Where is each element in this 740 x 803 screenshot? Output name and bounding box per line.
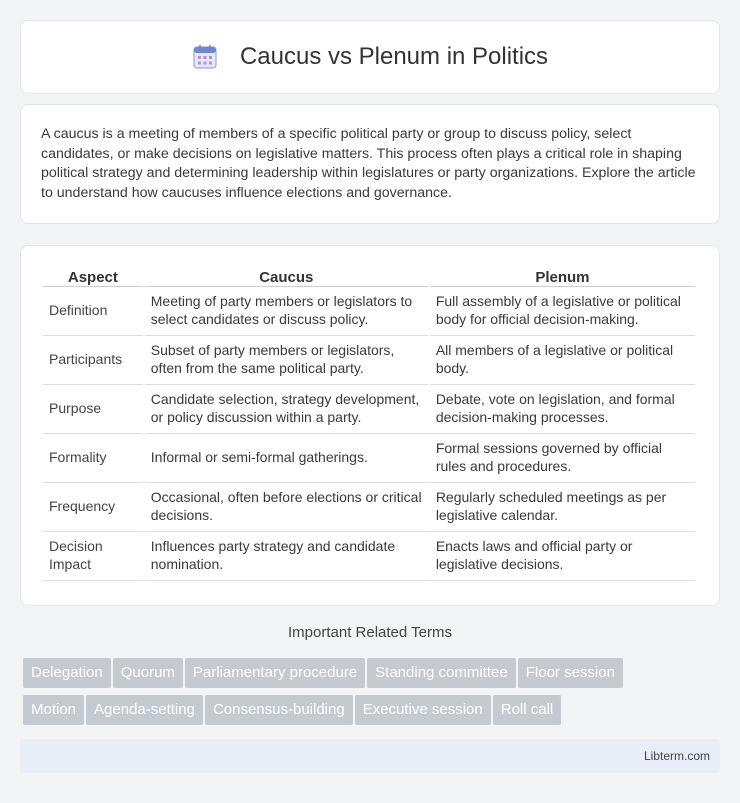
cell-plenum: Enacts laws and official party or legislative decisions.	[430, 532, 695, 581]
table-row	[43, 287, 695, 336]
comparison-table-card	[20, 245, 720, 606]
cell-caucus: Candidate selection, strategy development, or policy discussion within a party.	[145, 385, 428, 434]
table-row	[43, 336, 695, 385]
tag-consensus-building[interactable]: Consensus-building	[205, 695, 353, 725]
cell-aspect: Decision Impact	[43, 532, 143, 581]
related-terms-section	[0, 624, 740, 718]
cell-plenum: Full assembly of a legislative or political body for official decision-making.	[430, 287, 695, 336]
tag-roll-call[interactable]: Roll call	[493, 695, 562, 725]
table-row	[43, 385, 695, 434]
header-plenum: Plenum	[430, 266, 695, 287]
table-row	[43, 483, 695, 532]
related-terms-row	[23, 695, 723, 732]
table-row	[43, 532, 695, 581]
cell-aspect: Definition	[43, 287, 143, 336]
cell-plenum: Regularly scheduled meetings as per legislative calendar.	[430, 483, 695, 532]
footer	[20, 739, 720, 773]
cell-aspect: Frequency	[43, 483, 143, 532]
tag-parliamentary-procedure[interactable]: Parliamentary procedure	[185, 658, 365, 688]
cell-caucus: Meeting of party members or legislators to select candidates or discuss policy.	[145, 287, 428, 336]
cell-aspect: Purpose	[43, 385, 143, 434]
tag-delegation[interactable]: Delegation	[23, 658, 111, 688]
tag-floor-session[interactable]: Floor session	[518, 658, 623, 688]
header-aspect: Aspect	[43, 266, 143, 287]
calendar-icon	[192, 44, 218, 70]
related-terms-row	[23, 658, 723, 695]
comparison-table	[41, 266, 697, 581]
table-header-row	[43, 266, 695, 287]
cell-plenum: All members of a legislative or political body.	[430, 336, 695, 385]
cell-plenum: Formal sessions governed by official rules and procedures.	[430, 434, 695, 483]
intro-text: A caucus is a meeting of members of a specific political party or group to discuss policy, select candidates, or make decisions on legislative matters. This process often plays a critical role in shaping political strategy and determining leadership within legislatures or party organizations. Explore the article to understand how caucuses influence elections and governance.	[41, 126, 696, 201]
tag-standing-committee[interactable]: Standing committee	[367, 658, 516, 688]
header-caucus: Caucus	[145, 266, 428, 287]
intro-card	[20, 104, 720, 224]
cell-caucus: Influences party strategy and candidate nomination.	[145, 532, 428, 581]
tag-executive-session[interactable]: Executive session	[355, 695, 491, 725]
tag-agenda-setting[interactable]: Agenda-setting	[86, 695, 203, 725]
cell-caucus: Subset of party members or legislators, often from the same political party.	[145, 336, 428, 385]
related-terms-title: Important Related Terms	[288, 624, 452, 641]
page-title: Caucus vs Plenum in Politics	[239, 43, 549, 70]
header-card	[20, 20, 720, 94]
cell-plenum: Debate, vote on legislation, and formal decision-making processes.	[430, 385, 695, 434]
cell-aspect: Participants	[43, 336, 143, 385]
cell-caucus: Informal or semi-formal gatherings.	[145, 434, 428, 483]
cell-caucus: Occasional, often before elections or critical decisions.	[145, 483, 428, 532]
footer-brand[interactable]: Libterm.com	[643, 749, 710, 763]
cell-aspect: Formality	[43, 434, 143, 483]
tag-motion[interactable]: Motion	[23, 695, 84, 725]
table-row	[43, 434, 695, 483]
tag-quorum[interactable]: Quorum	[113, 658, 183, 688]
